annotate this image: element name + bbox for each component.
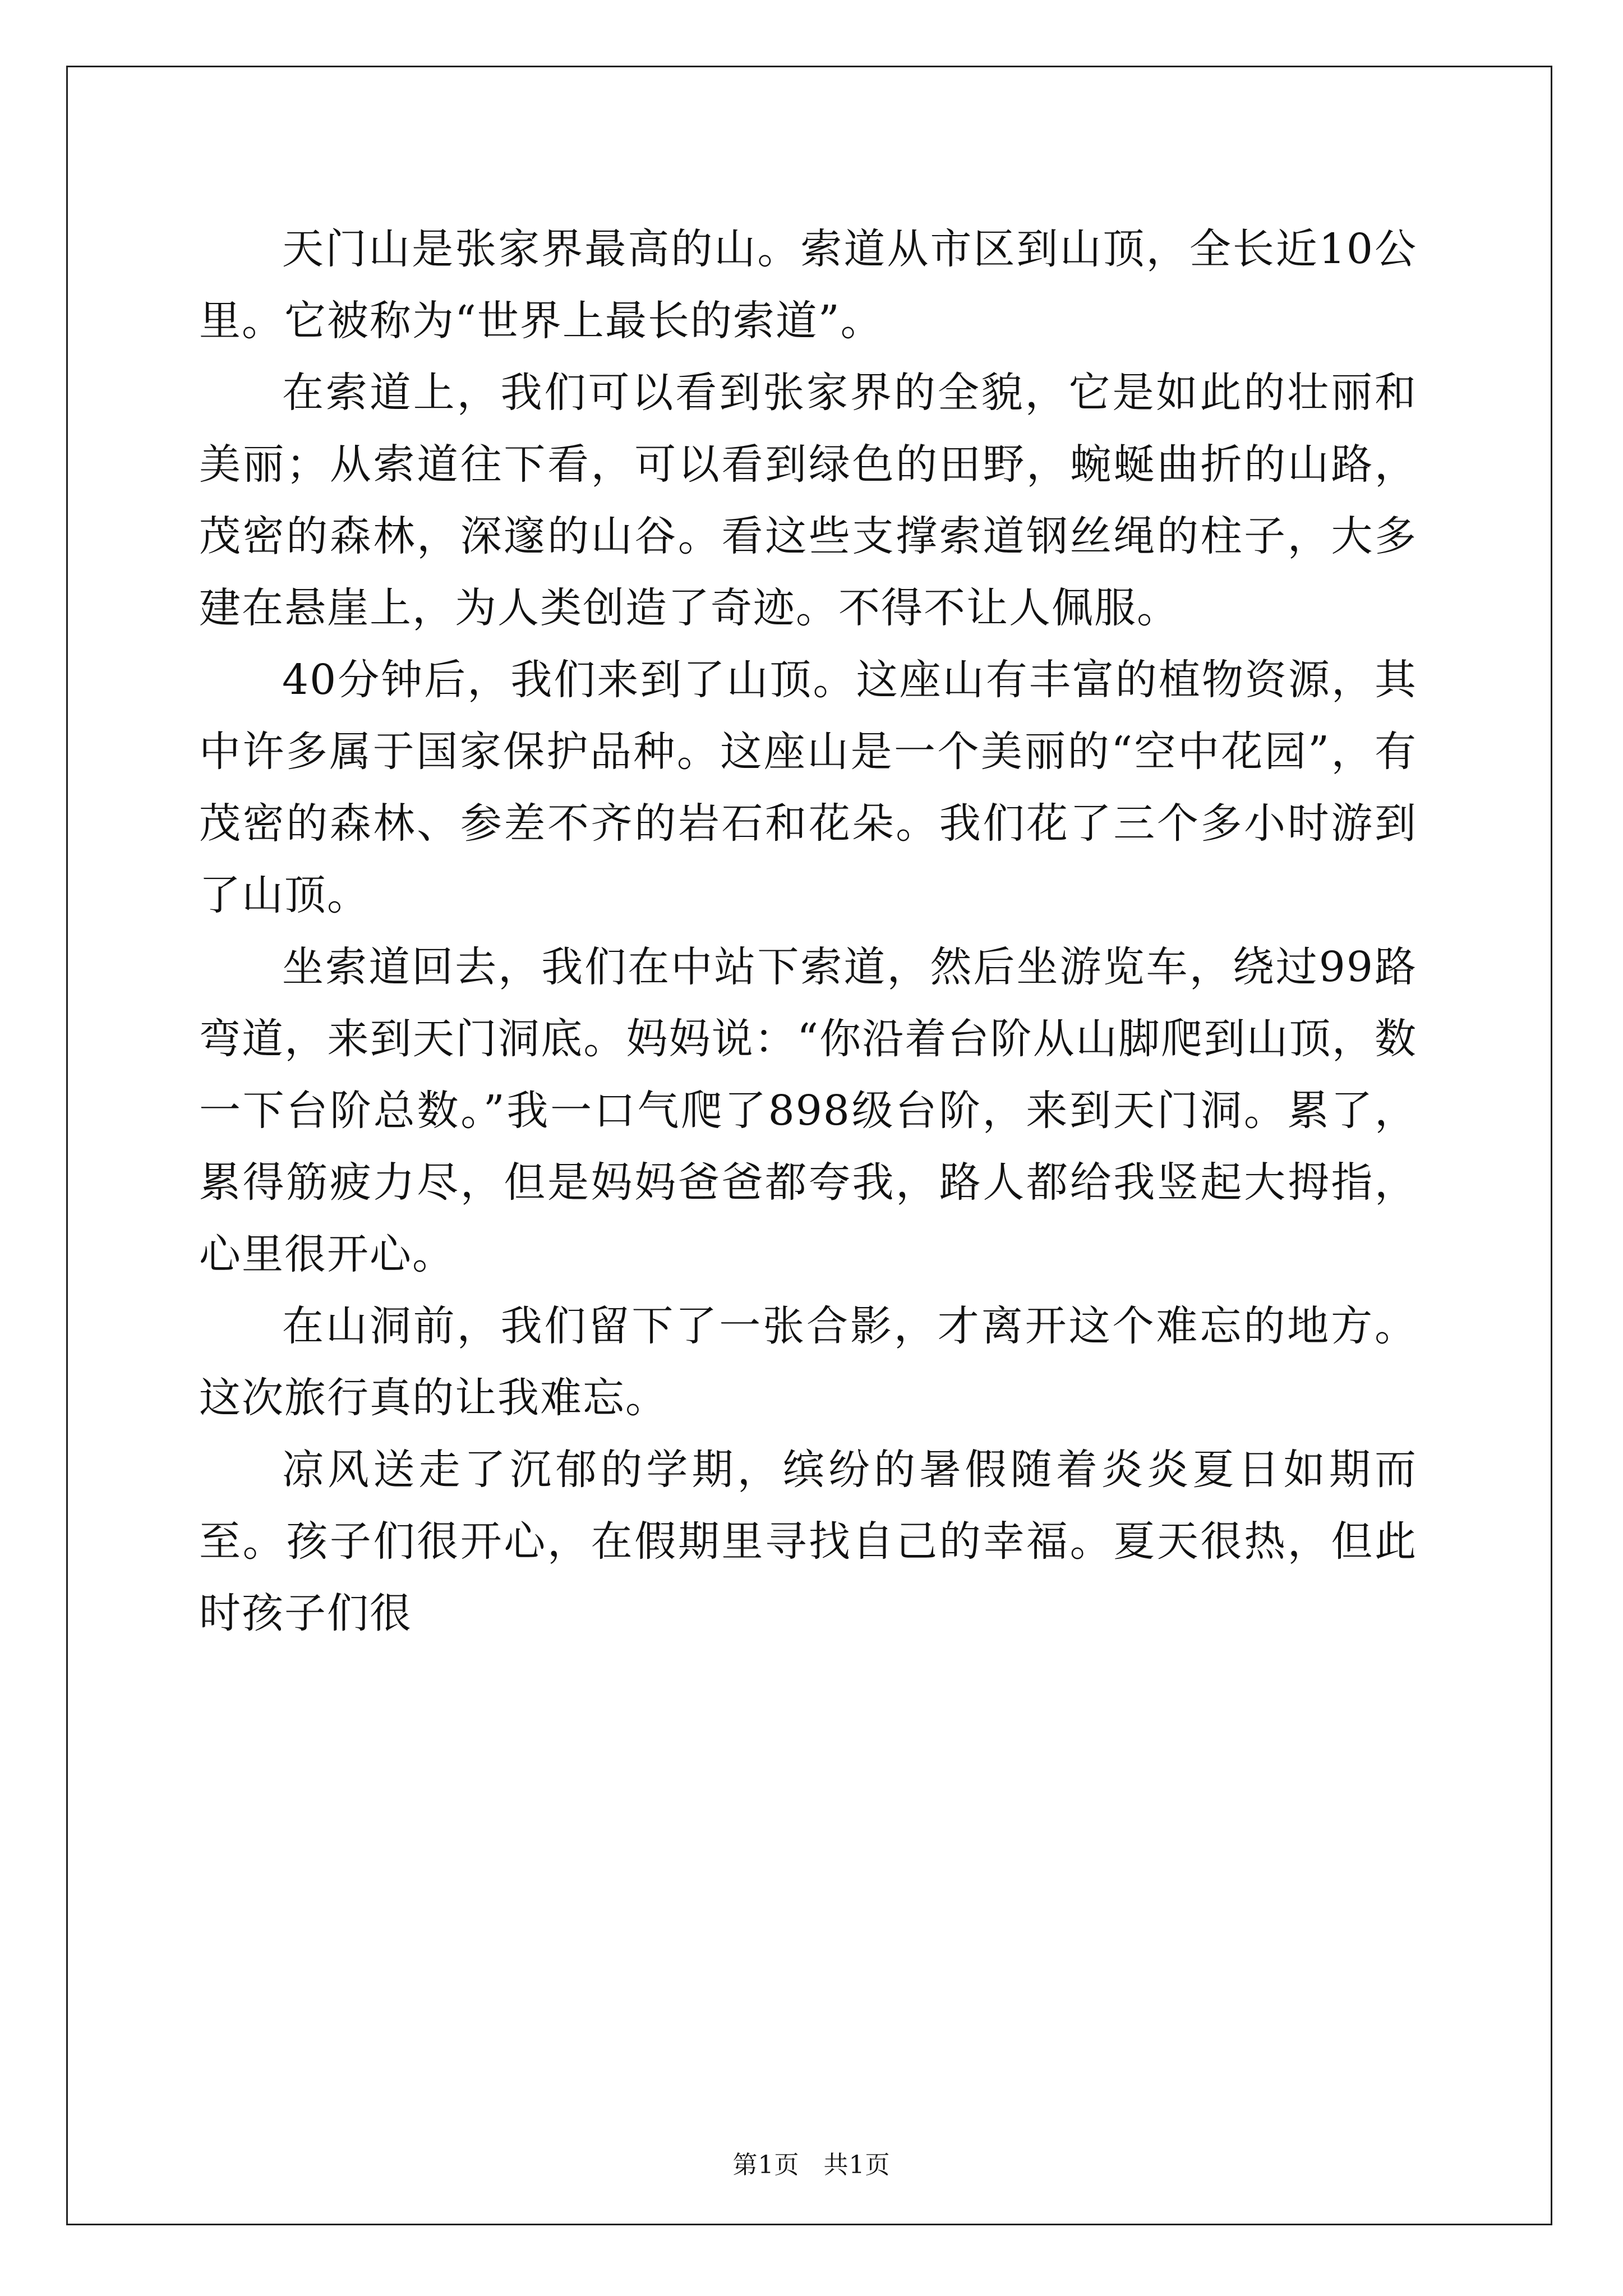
paragraph: 在山洞前，我们留下了一张合影，才离开这个难忘的地方。这次旅行真的让我难忘。: [199, 1302, 1417, 1422]
page-footer: [0, 2148, 1623, 2182]
paragraph: 天门山是张家界最高的山。索道从市区到山顶，全长近10公里。它被称为“世界上最长的索道”。: [199, 225, 1417, 345]
paragraph: 坐索道回去，我们在中站下索道，然后坐游览车，绕过99路弯道，来到天门洞底。妈妈说：“你沿着台阶从山脚爬到山顶，数一下台阶总数。”我一口气爬了898级台阶，来到天门洞。累了，累得筋疲力尽，但是妈妈爸爸都夸我，路人都给我竖起大拇指，心里很开心。: [199, 943, 1417, 1278]
paragraph: 凉风送走了沉郁的学期，缤纷的暑假随着炎炎夏日如期而至。孩子们很开心，在假期里寻找自己的幸福。夏天很热，但此时孩子们很: [199, 1446, 1417, 1637]
document-body: [199, 213, 1417, 1649]
page-total: 共1页: [823, 2151, 891, 2179]
paragraph: 40分钟后，我们来到了山顶。这座山有丰富的植物资源，其中许多属于国家保护品种。这座山是一个美丽的“空中花园”，有茂密的森林、参差不齐的岩石和花朵。我们花了三个多小时游到了山顶。: [199, 656, 1417, 919]
page-number: 第1页: [732, 2151, 800, 2179]
paragraph: 在索道上，我们可以看到张家界的全貌，它是如此的壮丽和美丽；从索道往下看，可以看到绿色的田野，蜿蜒曲折的山路，茂密的森林，深邃的山谷。看这些支撑索道钢丝绳的柱子，大多建在悬崖上，为人类创造了奇迹。不得不让人佩服。: [199, 369, 1417, 632]
